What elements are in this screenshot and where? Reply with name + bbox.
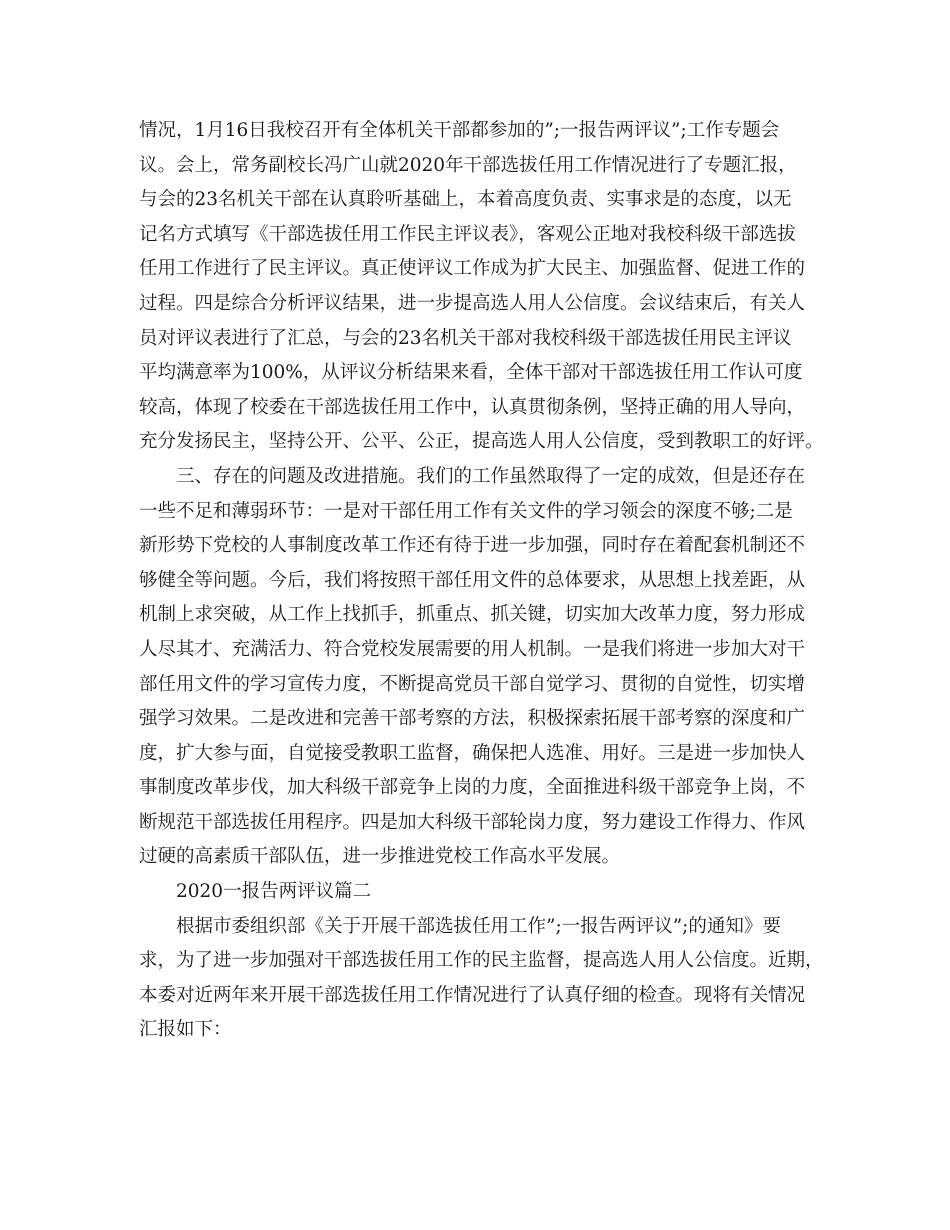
text-line: 与会的23名机关干部在认真聆听基础上，本着高度负责、实事求是的态度，以无: [139, 189, 792, 211]
text-line: 较高，体现了校委在干部选拔任用工作中，认真贯彻条例，坚持正确的用人导向，: [139, 396, 806, 418]
text-line: 三、存在的问题及改进措施。我们的工作虽然取得了一定的成效，但是还存在: [176, 465, 806, 487]
text-line: 人尽其才、充满活力、符合党校发展需要的用人机制。一是我们将进一步加大对干: [139, 638, 806, 660]
text-line: 任用工作进行了民主评议。真正使评议工作成为扩大民主、加强监督、促进工作的: [139, 258, 806, 280]
text-line: 2020一报告两评议篇二: [176, 881, 372, 903]
text-line: 过硬的高素质干部队伍，进一步推进党校工作高水平发展。: [139, 846, 621, 868]
text-line: 事制度改革步伐，加大科级干部竞争上岗的力度，全面推进科级干部竞争上岗，不: [139, 777, 806, 799]
document-body: [139, 114, 824, 1048]
text-line: 充分发扬民主，坚持公开、公平、公正，提高选人用人公信度，受到教职工的好评。: [139, 431, 824, 453]
text-line: 强学习效果。二是改进和完善干部考察的方法，积极探索拓展干部考察的深度和广: [139, 708, 806, 730]
text-line: 断规范干部选拔任用程序。四是加大科级干部轮岗力度，努力建设工作得力、作风: [139, 811, 806, 833]
text-line: 度，扩大参与面，自觉接受教职工监督，确保把人选准、用好。三是进一步加快人: [139, 742, 806, 764]
text-line: 过程。四是综合分析评议结果，进一步提高选人用人公信度。会议结束后，有关人: [139, 292, 806, 314]
text-line: 议。会上，常务副校长冯广山就2020年干部选拔任用工作情况进行了专题汇报，: [139, 154, 797, 176]
text-line: 新形势下党校的人事制度改革工作还有待于进一步加强，同时存在着配套机制还不: [139, 535, 806, 557]
text-line: 够健全等问题。今后，我们将按照干部任用文件的总体要求，从思想上找差距，从: [139, 569, 806, 591]
text-line: 员对评议表进行了汇总，与会的23名机关干部对我校科级干部选拔任用民主评议: [139, 327, 792, 349]
text-line: 机制上求突破，从工作上找抓手，抓重点、抓关键，切实加大改革力度，努力形成: [139, 604, 806, 626]
text-line: 一些不足和薄弱环节：一是对干部任用工作有关文件的学习领会的深度不够;二是: [139, 500, 793, 522]
text-line: 记名方式填写《干部选拔任用工作民主评议表》，客观公正地对我校科级干部选拔: [139, 223, 796, 245]
text-line: 平均满意率为100%，从评议分析结果来看，全体干部对干部选拔任用工作认可度: [139, 362, 803, 384]
text-line: 根据市委组织部《关于开展干部选拔任用工作”;一报告两评议”;的通知》要: [176, 915, 781, 937]
text-line: 情况，1月16日我校召开有全体机关干部都参加的”;一报告两评议”;工作专题会: [139, 120, 780, 141]
text-line: 本委对近两年来开展干部选拔任用工作情况进行了认真仔细的检查。现将有关情况: [139, 984, 806, 1006]
text-line: 部任用文件的学习宣传力度，不断提高党员干部自觉学习、贯彻的自觉性，切实增: [139, 673, 806, 695]
text-line: 汇报如下：: [139, 1019, 232, 1041]
text-line: 求，为了进一步加强对干部选拔任用工作的民主监督，提高选人用人公信度。近期，: [139, 950, 824, 972]
